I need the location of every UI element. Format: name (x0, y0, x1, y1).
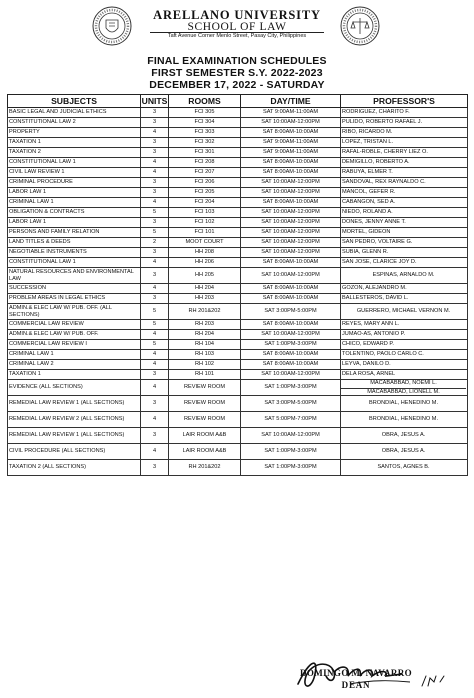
day-time-cell: SAT 8:00AM-10:00AM (241, 284, 341, 294)
semester-title: FIRST SEMESTER S.Y. 2022-2023 (151, 67, 323, 79)
room-cell: HH 208 (169, 248, 241, 258)
units-cell: 3 (141, 248, 169, 258)
units-cell: 3 (141, 294, 169, 304)
subject-cell: PROBLEM AREAS IN LEGAL ETHICS (8, 294, 141, 304)
subject-cell: NEGOTIABLE INSTRUMENTS (8, 248, 141, 258)
units-cell: 5 (141, 208, 169, 218)
table-row (8, 258, 468, 268)
table-row (8, 330, 468, 340)
day-time-cell: SAT 8:00AM-10:00AM (241, 360, 341, 370)
professor-cell (341, 108, 468, 118)
professor-cell (341, 168, 468, 178)
subject-cell: PERSONS AND FAMILY RELATION (8, 228, 141, 238)
professor-name: RIBO, RICARDO M. (342, 129, 393, 136)
professor-name: SANTOS, AGNES B. (377, 464, 430, 471)
professor-cell (341, 178, 468, 188)
professor-name: CABANGON, SED A. (342, 199, 396, 206)
professor-name: LOPEZ, TRISTAN L. (342, 139, 394, 146)
professor-cell (341, 218, 468, 228)
room-cell: FCI 303 (169, 128, 241, 138)
professor-name: GOZON, ALEJANDRO M. (342, 285, 407, 292)
professor-cell (341, 444, 468, 460)
units-cell: 3 (141, 188, 169, 198)
day-time-cell: SAT 10:00AM-12:00PM (241, 370, 341, 380)
table-row (8, 412, 468, 428)
table-row (8, 304, 468, 320)
subject-cell: TAXATION 2 (ALL SECTIONS) (8, 460, 141, 476)
units-cell: 4 (141, 168, 169, 178)
units-cell: 3 (141, 138, 169, 148)
subject-cell: REMEDIAL LAW REVIEW 2 (ALL SECTIONS) (8, 412, 141, 428)
professor-name: MORTEL, GIDEON (342, 229, 391, 236)
subject-cell: TAXATION 1 (8, 138, 141, 148)
room-cell: FCI 207 (169, 168, 241, 178)
subject-cell: CRIMINAL LAW 1 (8, 350, 141, 360)
professor-name: LEYVA, DANILO D. (342, 361, 391, 368)
professor-name: OBRA, JESUS A. (381, 448, 426, 455)
room-cell: RH 203 (169, 320, 241, 330)
subject-cell: COMMERCIAL LAW REVIEW (8, 320, 141, 330)
professor-name: GUERRERO, MICHAEL VERNON M. (356, 308, 451, 315)
schedule-table-body (8, 108, 468, 476)
table-row (8, 218, 468, 228)
professor-cell (341, 258, 468, 268)
professor-name: DELA ROSA, ARNEL (342, 371, 396, 378)
school-address: Taft Avenue Corner Menlo Street, Pasay City, Philippines (167, 33, 307, 39)
professor-name: CHICO, EDWARD P. (342, 341, 394, 348)
subject-cell: TAXATION 2 (8, 148, 141, 158)
day-time-cell: SAT 8:00AM-10:00AM (241, 198, 341, 208)
day-time-cell: SAT 8:00AM-10:00AM (241, 168, 341, 178)
units-cell: 4 (141, 350, 169, 360)
subject-cell: CONSTITUTIONAL LAW 1 (8, 158, 141, 168)
subject-cell: CONSTITUTIONAL LAW 1 (8, 258, 141, 268)
day-time-cell: SAT 10:00AM-12:00PM (241, 118, 341, 128)
day-time-cell: SAT 10:00AM-12:00PM (241, 428, 341, 444)
units-cell: 3 (141, 108, 169, 118)
units-cell: 3 (141, 148, 169, 158)
professor-name: JUMAO-AS, ANTONIO P. (342, 331, 406, 338)
professor-name: RAFAL-ROBLE, CHERRY LIEZ O. (342, 149, 428, 156)
units-cell: 5 (141, 340, 169, 350)
professor-cell (341, 228, 468, 238)
day-time-cell: SAT 10:00AM-12:00PM (241, 238, 341, 248)
units-cell: 4 (141, 330, 169, 340)
table-row (8, 168, 468, 178)
day-time-cell: SAT 8:00AM-10:00AM (241, 258, 341, 268)
table-row (8, 238, 468, 248)
subject-cell: NATURAL RESOURCES AND ENVIRONMENTAL LAW (8, 268, 141, 284)
professor-cell (341, 330, 468, 340)
day-time-cell: SAT 1:00PM-3:00PM (241, 340, 341, 350)
professor-cell (341, 350, 468, 360)
subject-cell: EVIDENCE (ALL SECTIONS) (8, 380, 141, 396)
units-cell: 3 (141, 460, 169, 476)
professor-name: NIEDO, ROLAND A. (342, 209, 393, 216)
table-row (8, 370, 468, 380)
room-cell: RH 101 (169, 370, 241, 380)
subject-cell: CRIMINAL LAW 2 (8, 360, 141, 370)
subject-cell: ADMIN.& ELEC LAW W/ PUB. OFF. (8, 330, 141, 340)
room-cell: HH 205 (169, 268, 241, 284)
room-cell: HH 203 (169, 294, 241, 304)
professor-name: MANCOL, GEFER R. (342, 189, 396, 196)
table-row (8, 320, 468, 330)
table-row (8, 380, 468, 396)
professor-name: RABUYA, ELMER T. (342, 169, 393, 176)
professor-cell (341, 340, 468, 350)
units-cell: 3 (141, 370, 169, 380)
subject-cell: COMMERCIAL LAW REVIEW I (8, 340, 141, 350)
table-row (8, 350, 468, 360)
professor-name: SANDOVAL, REX RAYNALDO C. (342, 179, 426, 186)
professor-name: SUBIA, GLENN R. (342, 249, 389, 256)
room-cell: LAIR ROOM A&B (169, 444, 241, 460)
subject-cell: LABOR LAW 1 (8, 218, 141, 228)
professor-cell (341, 380, 468, 396)
professor-name: PULIDO, ROBERTO RAFAEL J. (342, 119, 423, 126)
day-time-cell: SAT 8:00AM-10:00AM (241, 128, 341, 138)
professor-cell (341, 148, 468, 158)
room-cell: HH 206 (169, 258, 241, 268)
professor-name: DEMIGILLO, ROBERTO A. (342, 159, 410, 166)
units-cell: 4 (141, 158, 169, 168)
table-row (8, 118, 468, 128)
table-row (8, 460, 468, 476)
table-row (8, 148, 468, 158)
professor-cell (341, 208, 468, 218)
room-cell: REVIEW ROOM (169, 396, 241, 412)
units-cell: 3 (141, 396, 169, 412)
table-row (8, 198, 468, 208)
table-row (8, 360, 468, 370)
professor-cell (341, 118, 468, 128)
subject-cell: CIVIL PROCEDURE (ALL SECTIONS) (8, 444, 141, 460)
day-time-cell: SAT 3:00PM-5:00PM (241, 396, 341, 412)
room-cell: FCI 305 (169, 108, 241, 118)
day-time-cell: SAT 9:00AM-11:00AM (241, 138, 341, 148)
day-time-cell: SAT 8:00AM-10:00AM (241, 158, 341, 168)
day-time-cell: SAT 3:00PM-5:00PM (241, 304, 341, 320)
room-cell: REVIEW ROOM (169, 412, 241, 428)
room-cell: FCI 208 (169, 158, 241, 168)
table-row (8, 108, 468, 118)
day-time-cell: SAT 1:00PM-3:00PM (241, 460, 341, 476)
subject-cell: CRIMINAL PROCEDURE (8, 178, 141, 188)
professor-name: BRONDIAL, HENEDINO M. (369, 400, 438, 407)
column-header-day-time: DAY/TIME (241, 95, 341, 108)
units-cell: 4 (141, 444, 169, 460)
table-row (8, 158, 468, 168)
professor-name: OBRA, JESUS A. (381, 432, 426, 439)
day-time-cell: SAT 10:00AM-12:00PM (241, 208, 341, 218)
room-cell: RH 201&202 (169, 460, 241, 476)
day-time-cell: SAT 8:00AM-10:00AM (241, 294, 341, 304)
subject-cell: LABOR LAW 1 (8, 188, 141, 198)
day-time-cell: SAT 8:00AM-10:00AM (241, 350, 341, 360)
professor-name: REYES, MARY ANN L. (342, 321, 400, 328)
units-cell: 4 (141, 412, 169, 428)
day-time-cell: SAT 10:00AM-12:00PM (241, 248, 341, 258)
subject-cell: BASIC LEGAL AND JUDICIAL ETHICS (8, 108, 141, 118)
table-row (8, 444, 468, 460)
table-row (8, 248, 468, 258)
room-cell: FCI 101 (169, 228, 241, 238)
units-cell: 3 (141, 428, 169, 444)
units-cell: 4 (141, 284, 169, 294)
day-time-cell: SAT 10:00AM-12:00PM (241, 178, 341, 188)
units-cell: 3 (141, 178, 169, 188)
table-row (8, 228, 468, 238)
column-header-subjects: SUBJECTS (8, 95, 141, 108)
table-row (8, 294, 468, 304)
table-row (8, 428, 468, 444)
units-cell: 4 (141, 128, 169, 138)
units-cell: 5 (141, 320, 169, 330)
units-cell: 3 (141, 268, 169, 284)
professor-name: BRONDIAL, HENEDINO M. (369, 416, 438, 423)
day-time-cell: SAT 10:00AM-12:00PM (241, 330, 341, 340)
room-cell: FCI 302 (169, 138, 241, 148)
units-cell: 5 (141, 304, 169, 320)
day-time-cell: SAT 9:00AM-11:00AM (241, 108, 341, 118)
professor-name: ESPINAS, ARNALDO M. (372, 272, 435, 279)
day-time-cell: SAT 10:00AM-12:00PM (241, 228, 341, 238)
schedule-table (7, 94, 468, 476)
professor-cell (341, 198, 468, 208)
table-row (8, 396, 468, 412)
table-header-row (8, 95, 468, 108)
subject-cell: PROPERTY (8, 128, 141, 138)
units-cell: 4 (141, 360, 169, 370)
subject-cell: CONSTITUTIONAL LAW 2 (8, 118, 141, 128)
professor-cell (341, 294, 468, 304)
column-header-rooms: ROOMS (169, 95, 241, 108)
day-time-cell: SAT 8:00AM-10:00AM (241, 320, 341, 330)
room-cell: FCI 103 (169, 208, 241, 218)
professor-cell (341, 428, 468, 444)
units-cell: 3 (141, 218, 169, 228)
table-row (8, 340, 468, 350)
table-row (8, 138, 468, 148)
table-row (8, 284, 468, 294)
school-name: SCHOOL OF LAW (187, 21, 287, 33)
day-time-cell: SAT 1:00PM-3:00PM (241, 380, 341, 396)
professor-cell (341, 188, 468, 198)
room-cell: FCI 204 (169, 198, 241, 208)
room-cell: FCI 304 (169, 118, 241, 128)
professor-cell (341, 360, 468, 370)
table-row (8, 188, 468, 198)
units-cell: 2 (141, 238, 169, 248)
room-cell: FCI 301 (169, 148, 241, 158)
day-time-cell: SAT 10:00AM-12:00PM (241, 268, 341, 284)
professor-name: DONES, JENNY ANNE T. (342, 219, 406, 226)
subject-cell: LAND TITLES & DEEDS (8, 238, 141, 248)
dean-name: DOMINGO M. NAVARRO (299, 668, 413, 678)
table-row (8, 178, 468, 188)
day-time-cell: SAT 10:00AM-12:00PM (241, 188, 341, 198)
professor-cell (341, 158, 468, 168)
exam-date: DECEMBER 17, 2022 - SATURDAY (149, 79, 325, 91)
table-row (8, 208, 468, 218)
subject-cell: REMEDIAL LAW REVIEW 1 (ALL SECTIONS) (8, 428, 141, 444)
units-cell: 4 (141, 380, 169, 396)
schedule-title: FINAL EXAMINATION SCHEDULES (147, 55, 327, 67)
room-cell: MOOT COURT (169, 238, 241, 248)
professor-cell (341, 268, 468, 284)
room-cell: RH 103 (169, 350, 241, 360)
day-time-cell: SAT 10:00AM-12:00PM (241, 218, 341, 228)
professor-name: SAN PEDRO, VOLTAIRE G. (342, 239, 413, 246)
professor-cell (341, 248, 468, 258)
room-cell: FCI 102 (169, 218, 241, 228)
professor-cell (341, 396, 468, 412)
professor-cell (341, 128, 468, 138)
units-cell: 4 (141, 258, 169, 268)
subject-cell: ADMIN.& ELEC LAW W/ PUB. OFF. (ALL SECTIONS) (8, 304, 141, 320)
professor-name: MACABABBAD, NOEMI L. (370, 380, 437, 387)
professor-cell (341, 238, 468, 248)
subject-cell: CRIMINAL LAW 1 (8, 198, 141, 208)
room-cell: RH 204 (169, 330, 241, 340)
units-cell: 4 (141, 198, 169, 208)
professor-cell (341, 412, 468, 428)
professor-cell (341, 460, 468, 476)
professor-name: RODRIGUEZ, CHARITO F. (342, 109, 410, 116)
professor-name: MACABABBAD, LIONELL M. (341, 388, 466, 395)
room-cell: HH 204 (169, 284, 241, 294)
room-cell: REVIEW ROOM (169, 380, 241, 396)
day-time-cell: SAT 5:00PM-7:00PM (241, 412, 341, 428)
day-time-cell: SAT 9:00AM-11:00AM (241, 148, 341, 158)
day-time-cell: SAT 1:00PM-3:00PM (241, 444, 341, 460)
units-cell: 3 (141, 118, 169, 128)
units-cell: 5 (141, 228, 169, 238)
professor-cell (341, 370, 468, 380)
subject-cell: REMEDIAL LAW REVIEW 1 (ALL SECTIONS) (8, 396, 141, 412)
professor-name: SAN JOSE, CLARICE JOY D. (342, 259, 417, 266)
room-cell: LAIR ROOM A&B (169, 428, 241, 444)
university-name: ARELLANO UNIVERSITY (153, 8, 321, 22)
room-cell: FCI 205 (169, 188, 241, 198)
column-header-professors: PROFESSOR'S (341, 95, 468, 108)
subject-cell: SUCCESSION (8, 284, 141, 294)
professor-name: BALLESTEROS, DAVID L. (342, 295, 409, 302)
professor-cell (341, 284, 468, 294)
room-cell: FCI 206 (169, 178, 241, 188)
subject-cell: TAXATION 1 (8, 370, 141, 380)
room-cell: RH 201&202 (169, 304, 241, 320)
professor-cell (341, 138, 468, 148)
professor-cell (341, 320, 468, 330)
subject-cell: CIVIL LAW REVIEW 1 (8, 168, 141, 178)
dean-title: DEAN (341, 680, 371, 690)
subject-cell: OBLIGATION & CONTRACTS (8, 208, 141, 218)
professor-name: TOLENTINO, PAOLO CARLO C. (342, 351, 424, 358)
room-cell: RH 104 (169, 340, 241, 350)
professor-cell (341, 304, 468, 320)
column-header-units: UNITS (141, 95, 168, 106)
table-row (8, 268, 468, 284)
room-cell: RH 102 (169, 360, 241, 370)
table-row (8, 128, 468, 138)
